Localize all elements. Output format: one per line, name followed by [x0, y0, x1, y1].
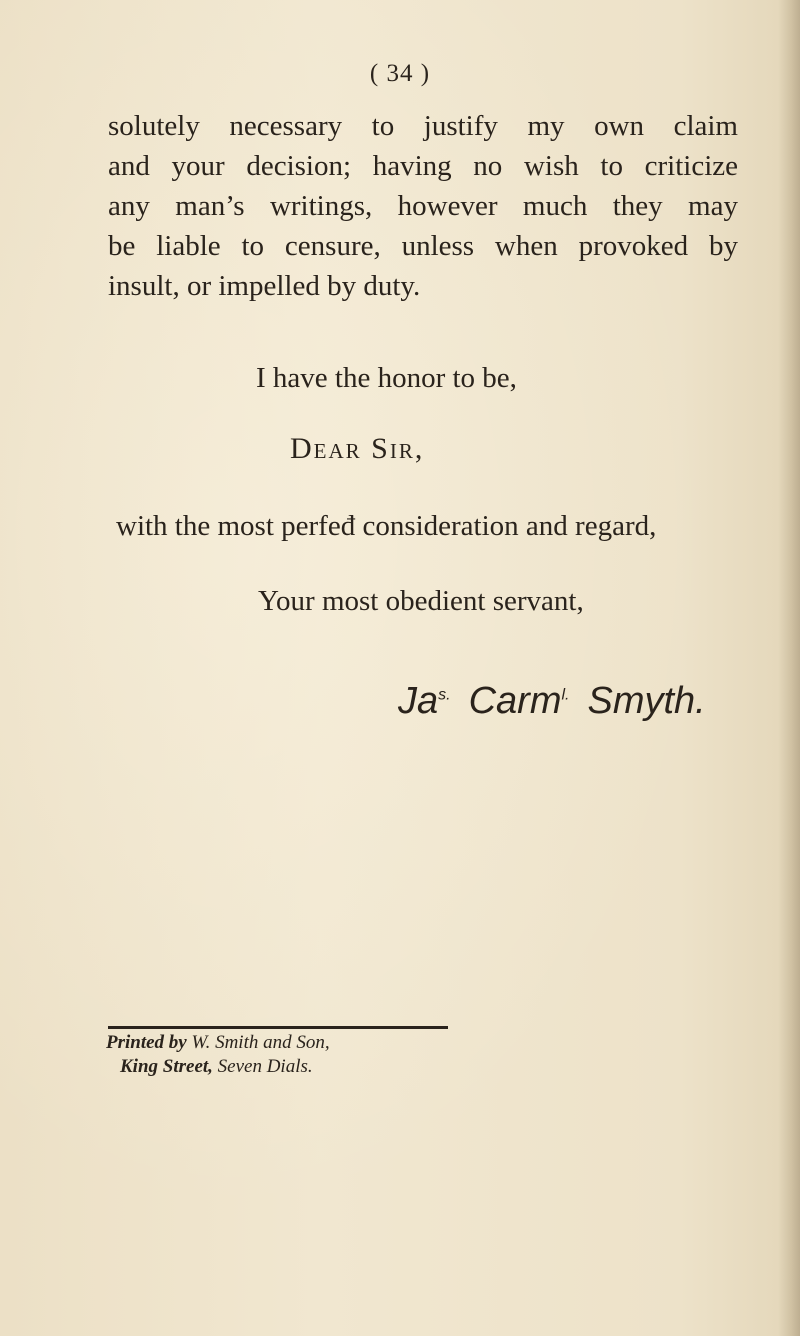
body-line: be liable to censure, unless when provoked by — [108, 230, 738, 262]
imprint-printer: W. Smith and Son, — [186, 1032, 330, 1053]
imprint-place: Seven Dials. — [212, 1056, 313, 1077]
closing-servant: Your most obedient servant, — [258, 585, 584, 617]
imprint-line-2 — [120, 1056, 480, 1078]
body-line: solutely necessary to justify my own claim — [108, 110, 738, 142]
imprint-printed-by: Printed by — [106, 1032, 187, 1053]
imprint-line-1 — [106, 1032, 466, 1054]
body-line: and your decision; having no wish to criticize — [108, 150, 738, 182]
closing-honor: I have the honor to be, — [256, 362, 517, 394]
signature-middle: Carm — [468, 680, 562, 722]
body-paragraph — [108, 106, 738, 306]
signature-first: Ja — [398, 680, 439, 722]
imprint-street: King Street, — [120, 1056, 213, 1077]
signature-last: Smyth. — [587, 680, 706, 722]
closing-salutation: Dear Sir, — [290, 432, 425, 465]
body-line: any man’s writings, however much they may — [108, 190, 738, 222]
signature — [398, 680, 706, 723]
closing-regard: with the most perfeđ consideration and regard, — [116, 510, 657, 542]
page-number: ( 34 ) — [369, 60, 431, 87]
signature-middle-sup: l. — [561, 686, 570, 704]
page-edge-shadow — [778, 0, 800, 1336]
body-line: insult, or impelled by duty. — [108, 270, 421, 302]
signature-first-sup: s. — [438, 686, 451, 704]
imprint-rule — [108, 1026, 448, 1029]
